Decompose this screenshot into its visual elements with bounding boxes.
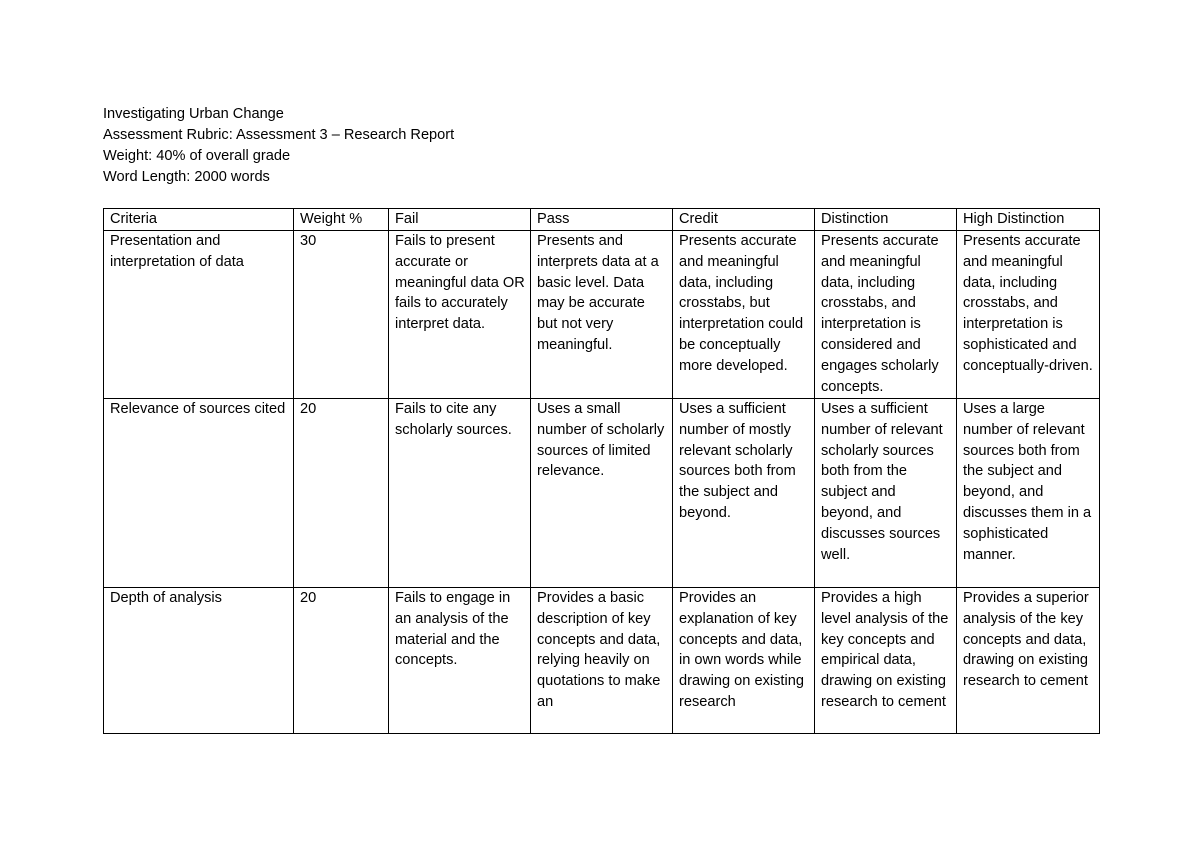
cell-fail: Fails to present accurate or meaningful data OR fails to accurately interpret data.	[389, 231, 531, 399]
header-criteria: Criteria	[104, 209, 294, 231]
cell-fail: Fails to cite any scholarly sources.	[389, 399, 531, 588]
cell-criteria: Relevance of sources cited	[104, 399, 294, 588]
cell-criteria: Depth of analysis	[104, 588, 294, 734]
table-row	[104, 588, 1100, 734]
cell-weight: 20	[294, 588, 389, 734]
cell-pass: Uses a small number of scholarly sources of limited relevance.	[531, 399, 673, 588]
cell-high-distinction: Presents accurate and meaningful data, including crosstabs, and interpretation is sophisticated and conceptually-driven.	[957, 231, 1100, 399]
header-distinction: Distinction	[815, 209, 957, 231]
cell-credit: Provides an explanation of key concepts and data, in own words while drawing on existing research	[673, 588, 815, 734]
cell-weight: 30	[294, 231, 389, 399]
table-row	[104, 231, 1100, 399]
header-credit: Credit	[673, 209, 815, 231]
header-fail: Fail	[389, 209, 531, 231]
rubric-table	[103, 208, 1100, 734]
cell-distinction: Provides a high level analysis of the key concepts and empirical data, drawing on existing research to cement	[815, 588, 957, 734]
header-weight: Weight %	[294, 209, 389, 231]
cell-pass: Presents and interprets data at a basic level. Data may be accurate but not very meaningful.	[531, 231, 673, 399]
header-high-distinction: High Distinction	[957, 209, 1100, 231]
cell-pass: Provides a basic description of key concepts and data, relying heavily on quotations to make an	[531, 588, 673, 734]
word-length-line: Word Length: 2000 words	[103, 169, 270, 185]
course-title: Investigating Urban Change	[103, 106, 284, 122]
cell-distinction: Uses a sufficient number of relevant scholarly sources both from the subject and beyond, and discusses sources well.	[815, 399, 957, 588]
table-header-row	[104, 209, 1100, 231]
cell-credit: Uses a sufficient number of mostly relevant scholarly sources both from the subject and beyond.	[673, 399, 815, 588]
header-pass: Pass	[531, 209, 673, 231]
cell-weight: 20	[294, 399, 389, 588]
cell-high-distinction: Provides a superior analysis of the key concepts and data, drawing on existing research to cement	[957, 588, 1100, 734]
cell-high-distinction: Uses a large number of relevant sources both from the subject and beyond, and discusses them in a sophisticated manner.	[957, 399, 1100, 588]
weight-line: Weight: 40% of overall grade	[103, 148, 291, 164]
table-row	[104, 399, 1100, 588]
rubric-title: Assessment Rubric: Assessment 3 – Research Report	[103, 127, 455, 143]
document-heading	[103, 104, 454, 188]
cell-criteria: Presentation and interpretation of data	[104, 231, 294, 399]
cell-fail: Fails to engage in an analysis of the material and the concepts.	[389, 588, 531, 734]
cell-distinction: Presents accurate and meaningful data, including crosstabs, and interpretation is considered and engages scholarly concepts.	[815, 231, 957, 399]
cell-credit: Presents accurate and meaningful data, including crosstabs, but interpretation could be conceptually more developed.	[673, 231, 815, 399]
